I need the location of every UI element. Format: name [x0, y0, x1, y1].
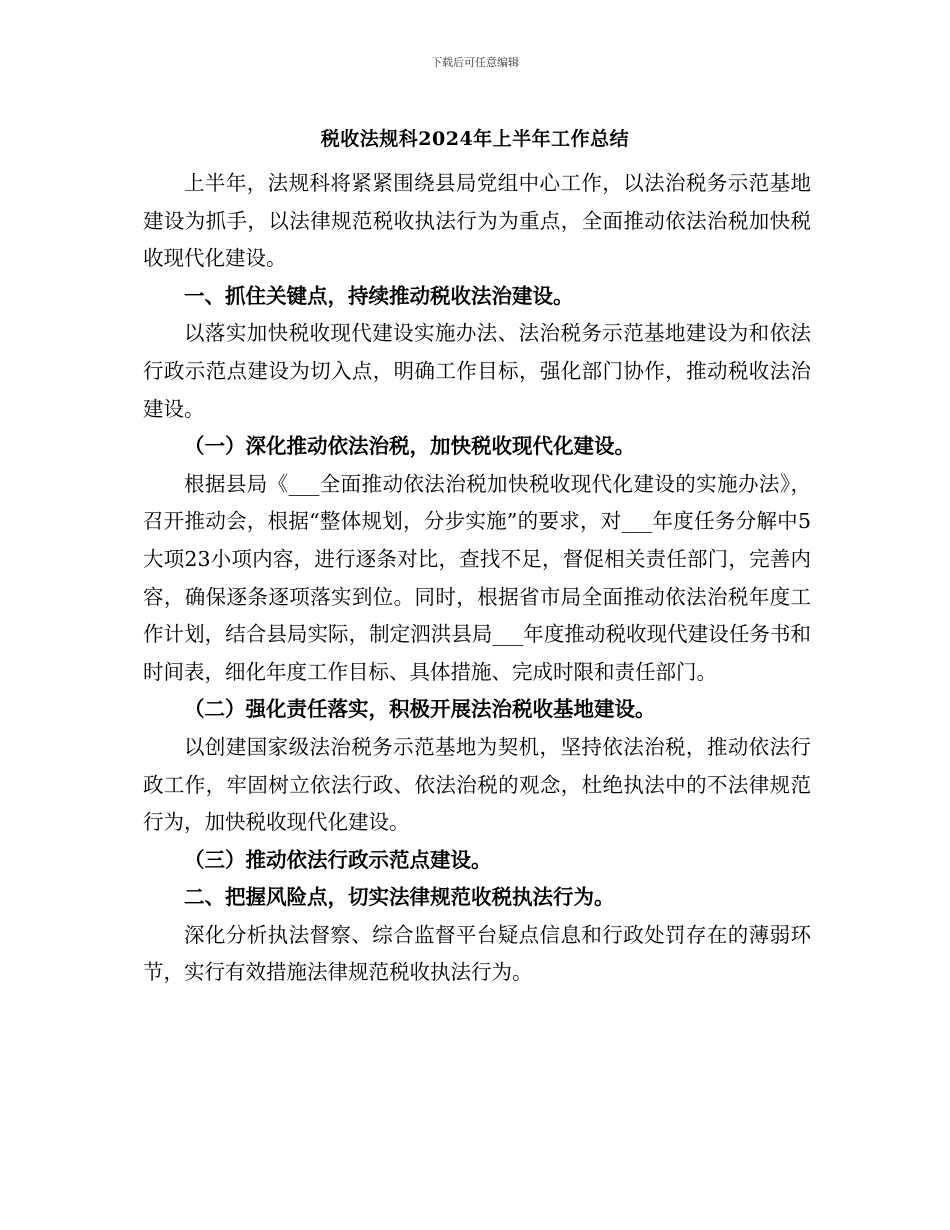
body-paragraph: 根据县局《___全面推动依法治税加快税收现代化建设的实施办法》，召开推动会，根据“整体规划，分步实施”的要求，对___年度任务分解中5大项23小项内容，进行逐条对比，查找不足，督促相关责任部门，完善内容，确保逐条逐项落实到位。同时，根据省市局全面推动依法治税年度工作计划，结合县局实际，制定泗洪县局___年度推动税收现代建设任务书和时间表，细化年度工作目标、具体措施、完成时限和责任部门。 [143, 471, 811, 684]
document-body [143, 165, 811, 992]
body-paragraph: 以创建国家级法治税务示范基地为契机，坚持依法治税，推动依法行政工作，牢固树立依法行政、依法治税的观念，杜绝执法中的不法律规范行为，加快税收现代化建设。 [143, 734, 811, 835]
body-paragraph: 深化分析执法督察、综合监督平台疑点信息和行政处罚存在的薄弱环节，实行有效措施法律规范税收执法行为。 [143, 922, 811, 985]
header-note: 下载后可任意编辑 [431, 56, 519, 69]
section-heading-2: 二、把握风险点，切实法律规范收税执法行为。 [184, 885, 615, 910]
subsection-heading-3: （三）推动依法行政示范点建设。 [184, 847, 492, 872]
section-heading-1: 一、抓住关键点，持续推动税收法治建设。 [184, 283, 574, 308]
body-paragraph: 以落实加快税收现代建设实施办法、法治税务示范基地建设为和依法行政示范点建设为切入点，明确工作目标，强化部门协作，推动税收法治建设。 [143, 321, 811, 421]
subsection-heading-2: （二）强化责任落实，积极开展法治税收基地建设。 [184, 697, 656, 722]
intro-paragraph: 上半年，法规科将紧紧围绕县局党组中心工作，以法治税务示范基地建设为抓手，以法律规范税收执法行为为重点，全面推动依法治税加快税收现代化建设。 [143, 171, 811, 271]
document-title: 税收法规科2024年上半年工作总结 [320, 128, 630, 150]
subsection-heading-1: （一）深化推动依法治税，加快税收现代化建设。 [184, 434, 635, 459]
